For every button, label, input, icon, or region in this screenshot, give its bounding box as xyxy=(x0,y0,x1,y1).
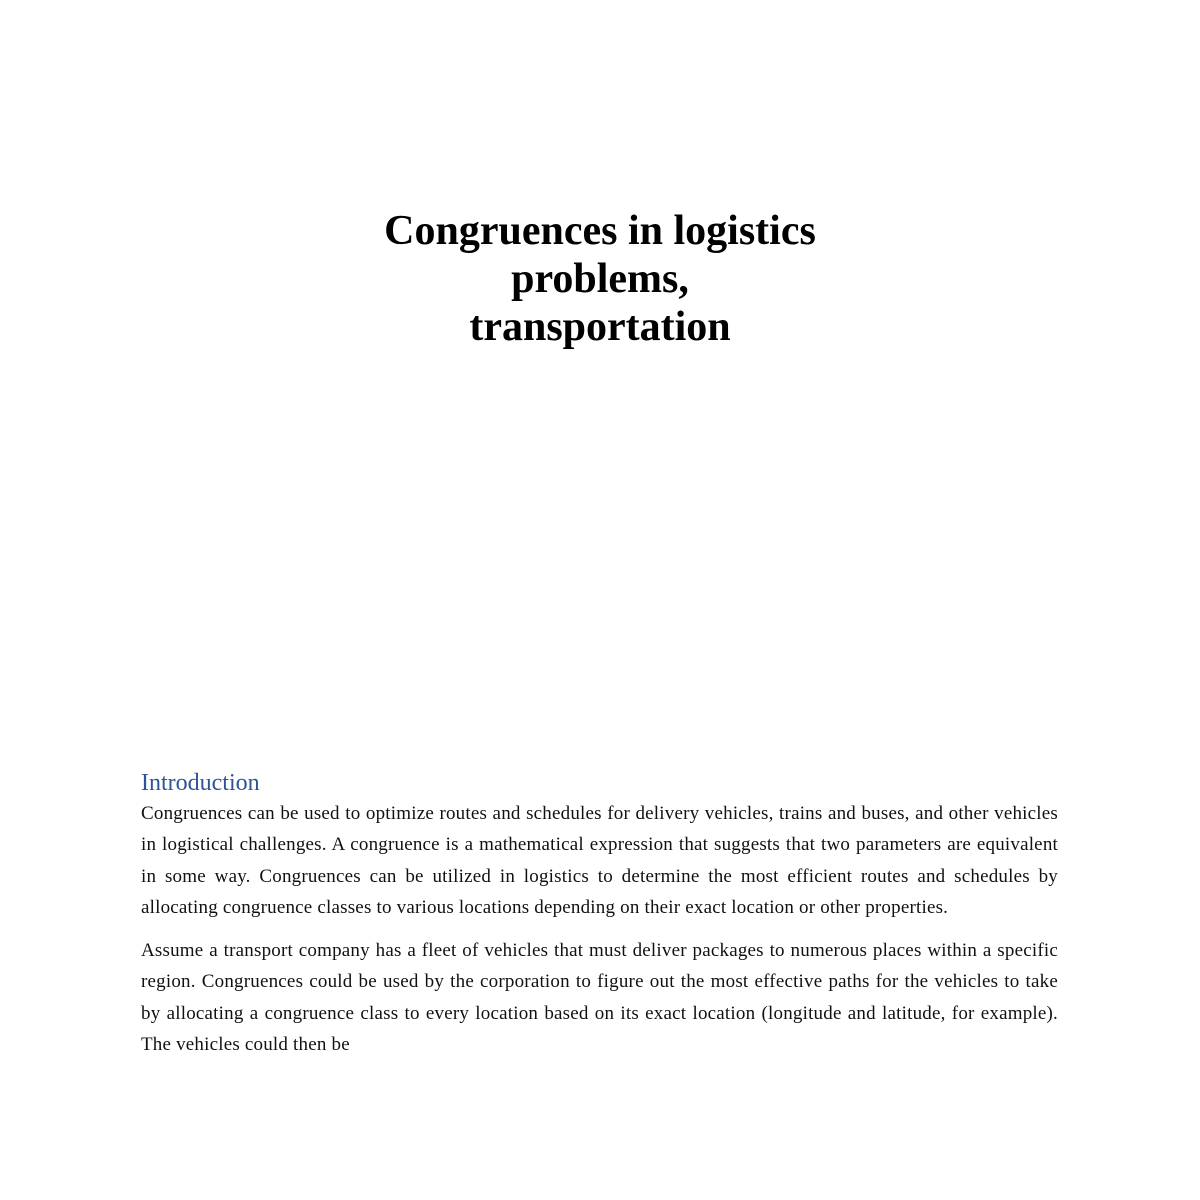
document-title xyxy=(0,207,1200,351)
title-line-1: Congruences in logistics xyxy=(384,208,816,254)
body-paragraph-1: Congruences can be used to optimize routes and schedules for delivery vehicles, trains and buses, and other vehicles in logistical challenges. A congruence is a mathematical expression that suggests that two parameters are equivalent in some way. Congruences can be utilized in logistics to determine the most efficient routes and schedules by allocating congruence classes to various locations depending on their exact location or other properties. xyxy=(141,803,1058,918)
title-line-2: problems, xyxy=(511,256,689,302)
title-line-3: transportation xyxy=(469,304,731,350)
body-paragraph-2: Assume a transport company has a fleet of vehicles that must deliver packages to numerous places within a specific region. Congruences could be used by the corporation to figure out the most effective paths for the vehicles to take by allocating a congruence class to every location based on its exact location (longitude and latitude, for example). The vehicles could then be xyxy=(141,940,1058,1056)
document-body xyxy=(141,768,1058,1060)
section-heading-introduction: Introduction xyxy=(141,770,260,796)
